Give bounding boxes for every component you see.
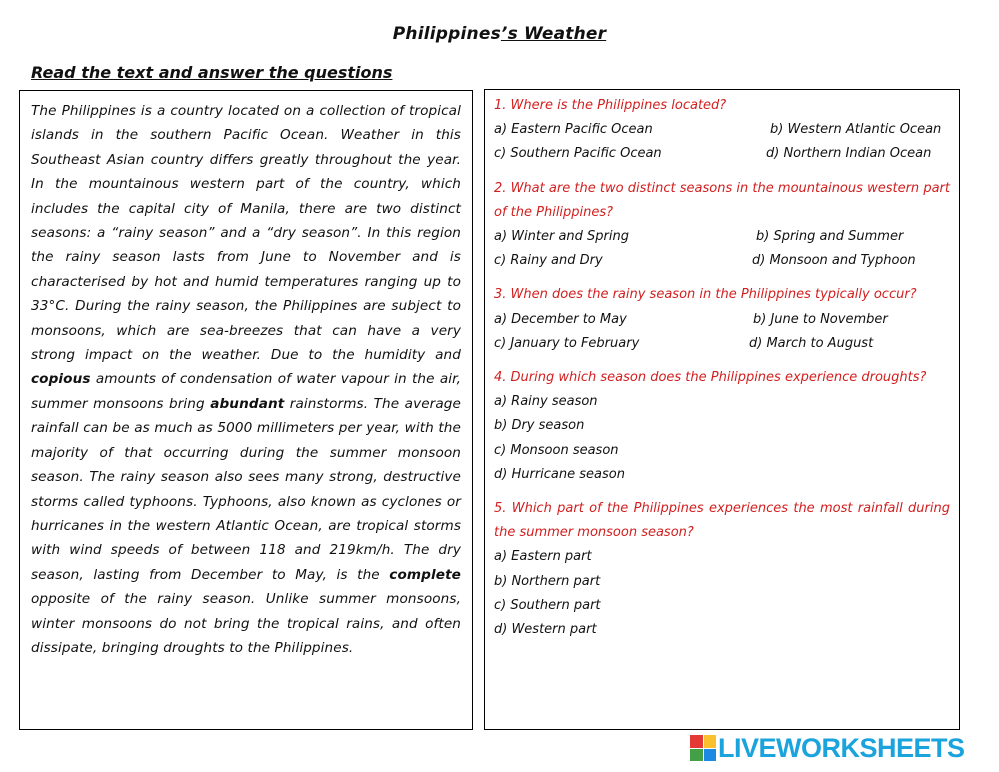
- question-text: 3. When does the rainy season in the Philippines typically occur?: [494, 287, 917, 303]
- answer-option[interactable]: b) Spring and Summer: [756, 229, 904, 245]
- answer-option[interactable]: b) Northern part: [494, 573, 601, 589]
- question-4: [494, 366, 950, 487]
- instructions-heading: Read the text and answer the questions: [31, 63, 393, 82]
- option-row: [494, 142, 950, 166]
- passage-text-2: amounts of condensation of water vapour in the air, summer monsoons bring: [31, 371, 461, 412]
- question-text: 5. Which part of the Philippines experiences the most rainfall during the summer monsoon season?: [494, 501, 950, 541]
- passage-text-3: rainstorms. The average rainfall can be as much as 5000 millimeters per year, with the majority of that occurring during the summer monsoon season. The rainy season also sees many strong, destructive storms called typhoons. Typhoons, also known as cyclones or hurricanes in the western Atlantic Ocean, are tropical storms with wind speeds of between 118 and 219km/h. The dry season, lasting from December to May, is the: [31, 395, 461, 583]
- logo-icon: [690, 735, 716, 761]
- answer-option[interactable]: d) Northern Indian Ocean: [766, 146, 932, 162]
- questions-list: [494, 94, 950, 652]
- question-text: 2. What are the two distinct seasons in the mountainous western part of the Philippines?: [494, 180, 950, 220]
- option-row: [494, 249, 950, 273]
- passage-text-1: The Philippines is a country located on a collection of tropical islands in the southern Pacific Ocean. Weather in this Southeast Asian country differs greatly throughout the year. In the mountainous western part of the country, which includes the capital city of Manila, there are two distinct seasons: a “rainy season” and a “dry season”. In this region the rainy season lasts from June to November and is characterised by hot and humid temperatures ranging up to 33°C. During the rainy season, the Philippines are subject to monsoons, which are sea-breezes that can have a very strong impact on the weather. Due to the humidity and: [31, 103, 461, 364]
- answer-option[interactable]: c) January to February: [494, 335, 640, 351]
- logo-square: [690, 735, 703, 748]
- answer-option[interactable]: c) Monsoon season: [494, 442, 619, 458]
- option-row: [494, 225, 950, 249]
- answer-option[interactable]: d) Hurricane season: [494, 466, 625, 482]
- answer-option[interactable]: a) Rainy season: [494, 394, 598, 410]
- liveworksheets-logo: [690, 733, 965, 763]
- option-row: [494, 118, 950, 142]
- option-row: [494, 308, 950, 332]
- answer-option[interactable]: b) June to November: [753, 311, 888, 327]
- question-text: 4. During which season does the Philippines experience droughts?: [494, 370, 927, 386]
- passage-bold-abundant: abundant: [210, 395, 285, 412]
- question-5: [494, 497, 950, 642]
- reading-passage: [31, 99, 461, 660]
- answer-option[interactable]: d) Monsoon and Typhoon: [752, 253, 916, 269]
- logo-square: [704, 735, 717, 748]
- passage-bold-complete: complete: [389, 566, 461, 583]
- logo-square: [690, 749, 703, 762]
- passage-bold-copious: copious: [31, 371, 91, 388]
- answer-option[interactable]: b) Dry season: [494, 418, 585, 434]
- option-row: [494, 332, 950, 356]
- answer-option[interactable]: c) Southern Pacific Ocean: [494, 146, 662, 162]
- answer-option[interactable]: a) Eastern part: [494, 549, 592, 565]
- answer-option[interactable]: d) Western part: [494, 622, 597, 638]
- question-2: [494, 177, 950, 274]
- logo-text: LIVEWORKSHEETS: [718, 732, 965, 763]
- title-part-2: ’s Weather: [500, 24, 607, 44]
- questions-box: [484, 89, 960, 730]
- logo-square: [704, 749, 717, 762]
- answer-option[interactable]: c) Rainy and Dry: [494, 253, 603, 269]
- question-1: [494, 94, 950, 167]
- page-title: [0, 24, 999, 44]
- answer-option[interactable]: a) December to May: [494, 311, 627, 327]
- answer-option[interactable]: c) Southern part: [494, 597, 601, 613]
- answer-option[interactable]: b) Western Atlantic Ocean: [770, 122, 942, 138]
- answer-option[interactable]: a) Eastern Pacific Ocean: [494, 122, 653, 138]
- question-text: 1. Where is the Philippines located?: [494, 98, 727, 113]
- reading-passage-box: [19, 90, 473, 730]
- question-3: [494, 283, 950, 356]
- passage-text-4: opposite of the rainy season. Unlike summer monsoons, winter monsoons do not bring the tropical rains, and often dissipate, bringing droughts to the Philippines.: [31, 591, 461, 656]
- answer-option[interactable]: d) March to August: [749, 335, 874, 351]
- answer-option[interactable]: a) Winter and Spring: [494, 229, 629, 245]
- title-part-1: Philippines: [392, 24, 501, 44]
